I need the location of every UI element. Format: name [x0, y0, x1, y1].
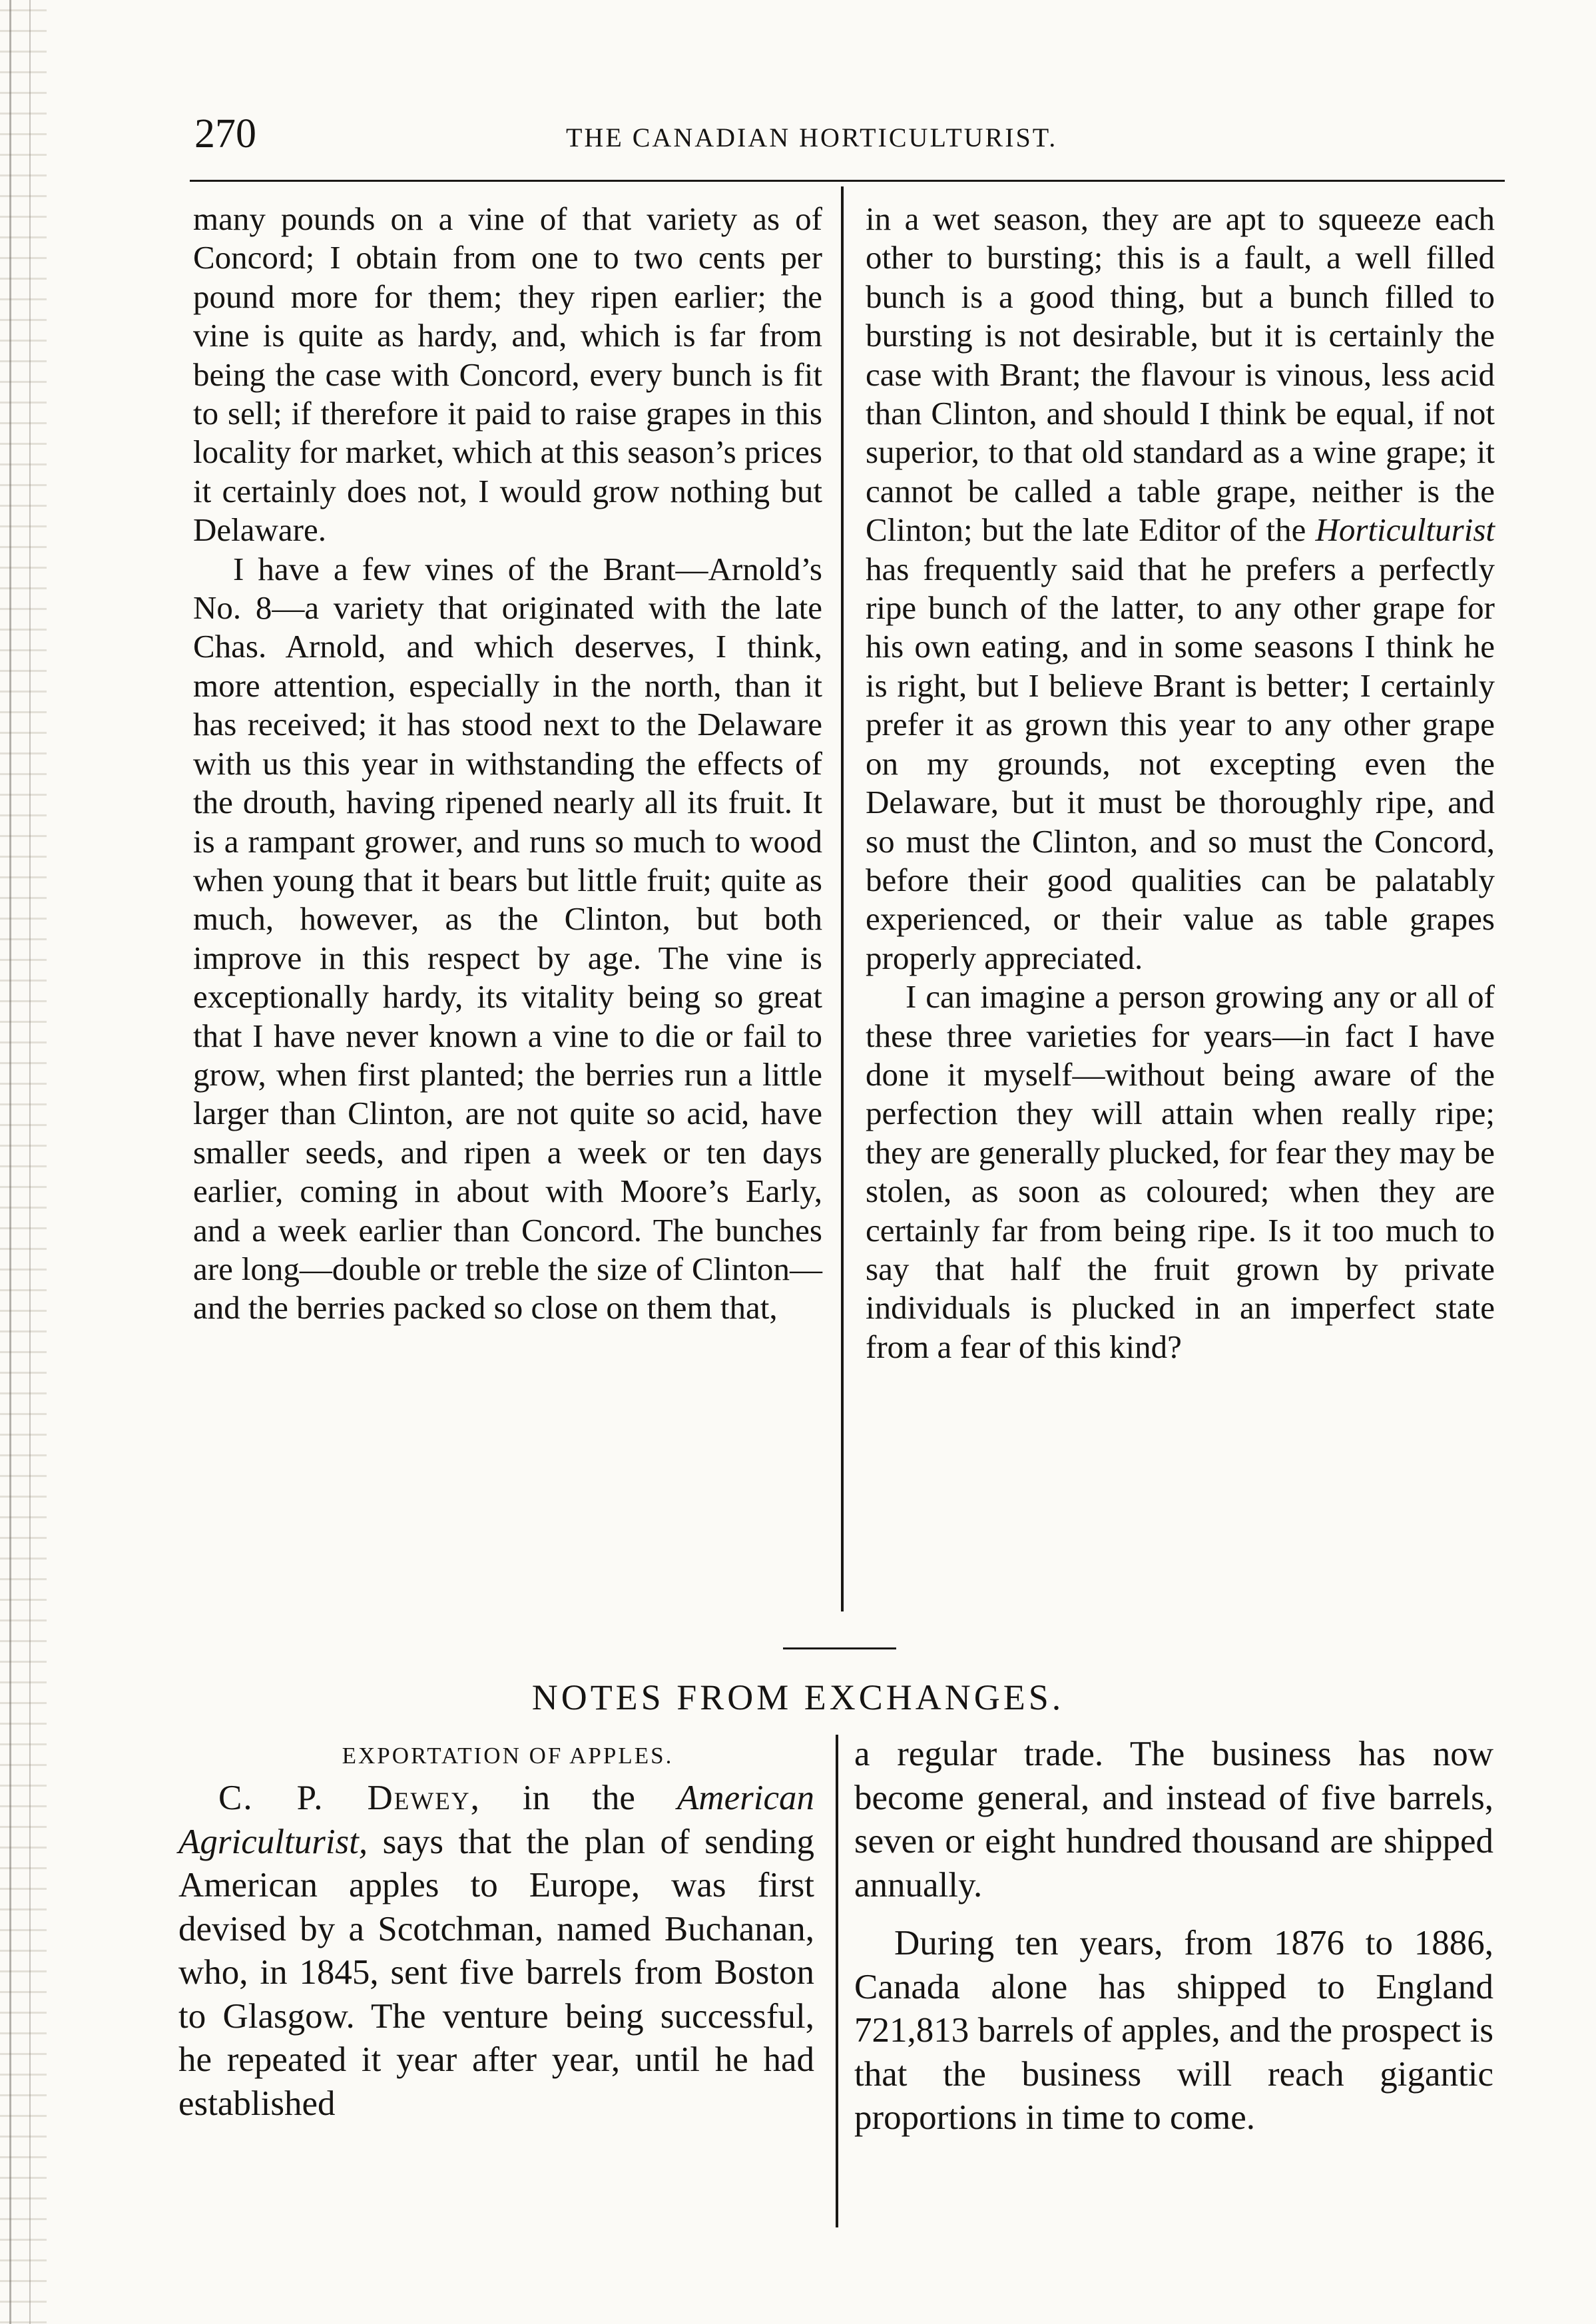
header-rule [190, 180, 1505, 182]
paragraph: I can imagine a person growing any or all of these three varieties for years—in fact I have done it myself—without being aware of the perfection they will attain when really ripe; they are generally plucked, for fear they may be stolen, as soon as coloured; when they are certainly far from being ripe. Is it too much to say that half the fruit grown by private individuals is plucked in an imperfect state from a fear of this kind? [866, 978, 1495, 1365]
section-rule [783, 1647, 896, 1649]
italic-title: Horticulturist [1315, 511, 1495, 549]
text-run: in the [522, 1779, 635, 1817]
notes-column-left [178, 1777, 814, 2126]
text-run: in a wet season, they are apt to squeeze each other to bursting; this is a fault, a well filled bunch is a good thing, but a bunch filled to bursting is not desirable, but it is certainly the case with Brant; the flavour is vinous, less acid than Clinton, and should I think be equal, if not superior, to that old standard as a wine grape; it cannot be called a table grape, neither is the Clinton; but the late Editor of the [866, 200, 1495, 549]
running-head: THE CANADIAN HORTICULTURIST. [566, 123, 1058, 152]
paragraph: During ten years, from 1876 to 1886, Canada alone has shipped to England 721,813 barrels of apples, and the prospect is that the business will reach gigantic proportions in time to come. [854, 1924, 1493, 2137]
paragraph [866, 200, 1495, 978]
subheading: EXPORTATION OF APPLES. [342, 1743, 674, 1769]
paragraph: a regular trade. The business has now become general, and instead of five barrels, seven or eight hundred thousand are shipped annually. [854, 1735, 1493, 1904]
page-edge-shadow [0, 0, 47, 2324]
column-divider [836, 1735, 838, 2227]
page-number: 270 [194, 111, 256, 156]
column-divider [841, 186, 844, 1611]
page-edge-line [9, 0, 11, 2324]
text-run: says that the plan of sending American apples to Europe, was first devised by a Scotchman, named Buchanan, who, in 1845, sent five barrels from Boston to Glasgow. The venture being successful, he repeated it year after year, until he had established [178, 1822, 814, 2123]
article-column-left [193, 200, 822, 1328]
paragraph: I have a few vines of the Brant—Arnold’s No. 8—a variety that originated with the late Chas. Arnold, and which deserves, I think, more attention, especially in the north, than it has received; it has stood next to the Delaware with us this year in withstanding the effects of the drouth, having ripened nearly all its fruit. It is a rampant grower, and runs so much to wood when young that it bears but little fruit; quite as much, however, as the Clinton, but both improve in this respect by age. The vine is exceptionally hardy, its vitality being so great that I have never known a vine to die or fail to grow, when first planted; the berries run a little larger than Clinton, are not quite so acid, have smaller seeds, and ripen a week or ten days earlier, coming in about with Moore’s Early, and a week earlier than Concord. The bunches are long—double or treble the size of Clinton—and the berries packed so close on them that, [193, 550, 822, 1326]
paragraph [178, 1777, 814, 2126]
page-edge-line [29, 0, 31, 2324]
text-run: has frequently said that he prefers a perfectly ripe bunch of the latter, to any other grape for his own eating, and in some seasons I think he is right, but I believe Brant is better; I certainly prefer it as grown this year to any other grape on my grounds, not excepting even the Delaware, but it must be thoroughly ripe, and so must the Clinton, and so must the Concord, before their good qualities can be palatably experienced, or their value as table grapes properly appreciated. [866, 550, 1495, 976]
article-column-right [866, 200, 1495, 1366]
notes-column-right [854, 1733, 1493, 2140]
section-title: NOTES FROM EXCHANGES. [531, 1677, 1065, 1717]
author-name: C. P. Dewey, [218, 1779, 481, 1817]
paragraph: many pounds on a vine of that variety as of Concord; I obtain from one to two cents per pound more for them; they ripen earlier; the vine is quite as hardy, and, which is far from being the case with Concord, every bunch is fit to sell; if therefore it paid to raise grapes in this locality for market, which at this season’s prices it certainly does not, I would grow nothing but Delaware. [193, 200, 822, 549]
italic-title: American Agriculturist, [178, 1779, 814, 1861]
